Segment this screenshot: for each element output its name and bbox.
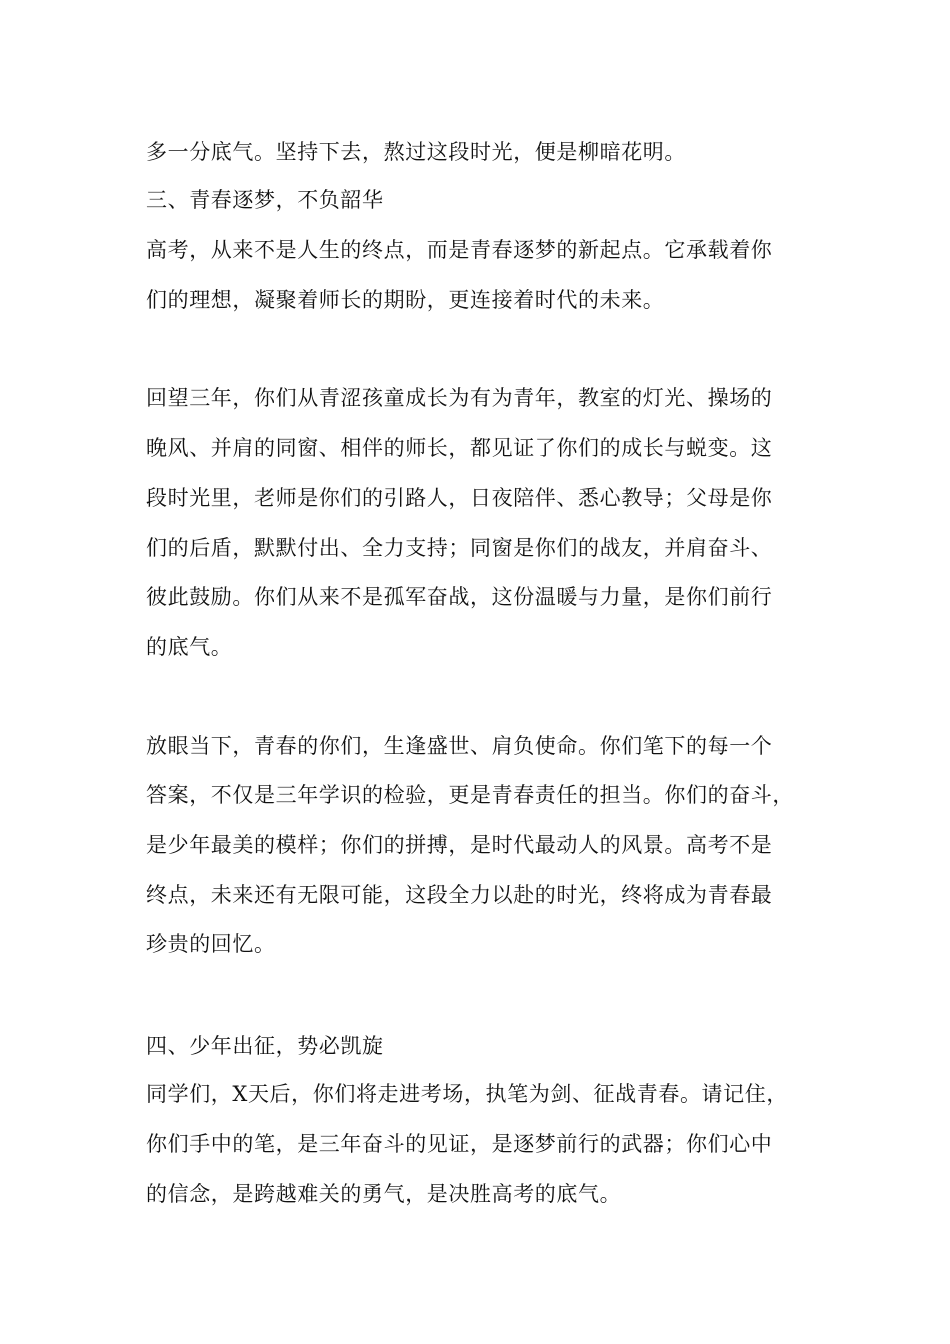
text-line: 的底气。	[146, 635, 233, 659]
text-line: 同学们，X天后，你们将走进考场，执笔为剑、征战青春。请记住，	[146, 1082, 788, 1106]
text-line: 高考，从来不是人生的终点，而是青春逐梦的新起点。它承载着你	[146, 238, 773, 262]
text-line: 终点，未来还有无限可能，这段全力以赴的时光，终将成为青春最	[146, 883, 773, 907]
text-line: 你们手中的笔，是三年奋斗的见证，是逐梦前行的武器；你们心中	[146, 1132, 773, 1156]
text-line: 多一分底气。坚持下去，熬过这段时光，便是柳暗花明。	[146, 140, 686, 164]
section-heading: 四、少年出征，势必凯旋	[146, 1034, 384, 1058]
text-line: 段时光里，老师是你们的引路人，日夜陪伴、悉心教导；父母是你	[146, 486, 773, 510]
text-line: 回望三年，你们从青涩孩童成长为有为青年，教室的灯光、操场的	[146, 386, 773, 410]
text-line: 珍贵的回忆。	[146, 932, 276, 956]
text-line: 晚风、并肩的同窗、相伴的师长，都见证了你们的成长与蜕变。这	[146, 436, 773, 460]
section-heading: 三、青春逐梦，不负韶华	[146, 188, 384, 212]
text-line: 是少年最美的模样；你们的拼搏，是时代最动人的风景。高考不是	[146, 833, 773, 857]
text-line: 答案，不仅是三年学识的检验，更是青春责任的担当。你们的奋斗，	[146, 783, 794, 807]
text-line: 们的后盾，默默付出、全力支持；同窗是你们的战友，并肩奋斗、	[146, 536, 773, 560]
text-line: 放眼当下，青春的你们，生逢盛世、肩负使命。你们笔下的每一个	[146, 734, 773, 758]
text-line: 彼此鼓励。你们从来不是孤军奋战，这份温暖与力量，是你们前行	[146, 585, 773, 609]
text-line: 的信念，是跨越难关的勇气，是决胜高考的底气。	[146, 1182, 622, 1206]
text-line: 们的理想，凝聚着师长的期盼，更连接着时代的未来。	[146, 288, 665, 312]
